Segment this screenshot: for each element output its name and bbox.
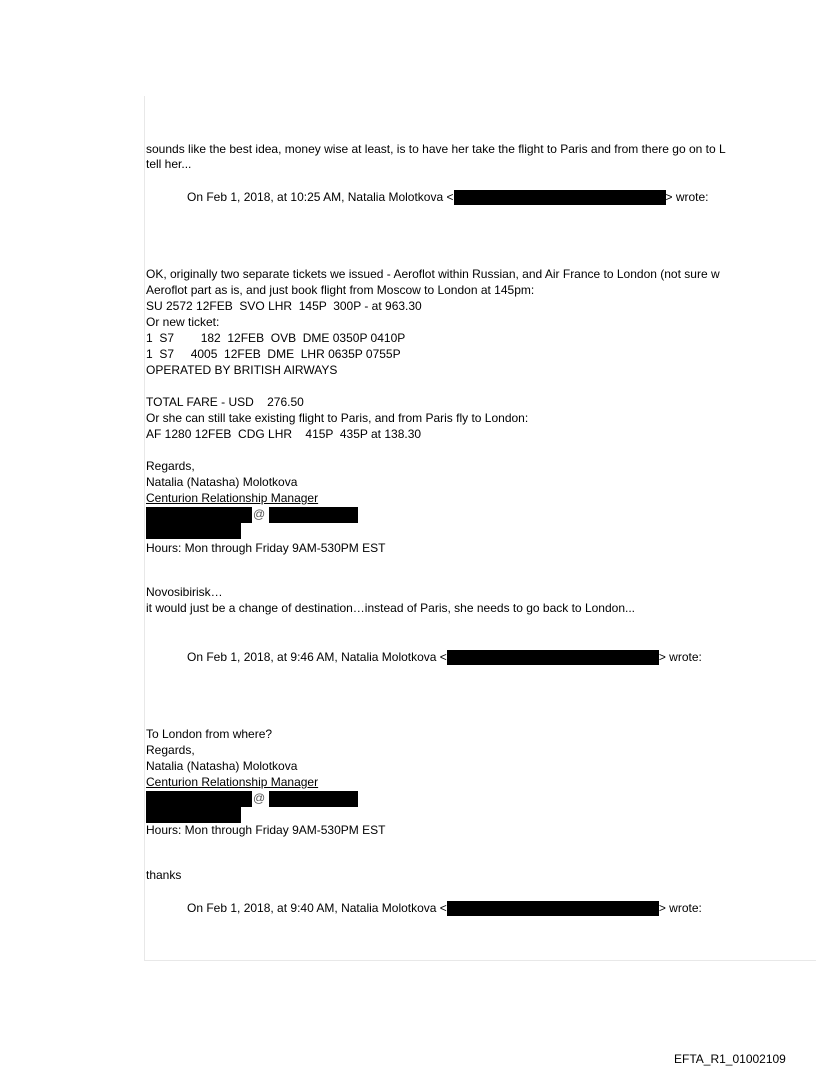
quote-header-2 bbox=[187, 650, 702, 665]
reply3-line-1: To London from where? bbox=[146, 727, 273, 741]
redacted-email bbox=[447, 650, 659, 665]
redacted-email-user bbox=[146, 507, 252, 523]
sig2-at: @ bbox=[253, 791, 266, 805]
redacted-phone bbox=[146, 523, 241, 539]
sig1-regards: Regards, bbox=[146, 459, 195, 473]
quote-header-2-prefix: On Feb 1, 2018, at 9:46 AM, Natalia Molotkova < bbox=[187, 650, 447, 664]
redacted-email-domain bbox=[269, 507, 358, 523]
sig1-title: Centurion Relationship Manager bbox=[146, 491, 319, 505]
intro-line-1: sounds like the best idea, money wise at least, is to have her take the flight to Paris and from there go on to L bbox=[146, 142, 726, 156]
total-fare: TOTAL FARE - USD 276.50 bbox=[146, 395, 304, 409]
reply2-line-2: it would just be a change of destination…instead of Paris, she needs to go back to London... bbox=[146, 601, 635, 615]
reply2-line-1: Novosibirisk… bbox=[146, 585, 223, 599]
quote-header-2-suffix: > wrote: bbox=[658, 650, 702, 664]
body1-line-4: Or new ticket: bbox=[146, 315, 220, 329]
sig2-hours: Hours: Mon through Friday 9AM-530PM EST bbox=[146, 823, 386, 837]
reply3-line-3: Natalia (Natasha) Molotkova bbox=[146, 759, 298, 773]
reply3-line-2: Regards, bbox=[146, 743, 195, 757]
thanks-line: thanks bbox=[146, 868, 182, 882]
redacted-email-user bbox=[146, 791, 252, 807]
operated-by: OPERATED BY BRITISH AIRWAYS bbox=[146, 363, 338, 377]
quote-header-3-prefix: On Feb 1, 2018, at 9:40 AM, Natalia Molotkova < bbox=[187, 901, 447, 915]
redacted-email bbox=[447, 901, 659, 916]
redacted-email-domain bbox=[269, 791, 358, 807]
redacted-phone bbox=[146, 807, 241, 823]
body2-line-2: Or she can still take existing flight to Paris, and from Paris fly to London: bbox=[146, 411, 529, 425]
intro-line-2: tell her... bbox=[146, 157, 192, 171]
body1-line-1: OK, originally two separate tickets we issued - Aeroflot within Russian, and Air France to London (not sure w bbox=[146, 267, 720, 281]
quote-header-1-prefix: On Feb 1, 2018, at 10:25 AM, Natalia Molotkova < bbox=[187, 190, 454, 204]
quote-header-1-suffix: > wrote: bbox=[665, 190, 709, 204]
body1-line-2: Aeroflot part as is, and just book flight from Moscow to London at 145pm: bbox=[146, 283, 535, 297]
flight-line-af: AF 1280 12FEB CDG LHR 415P 435P at 138.30 bbox=[146, 427, 422, 441]
flight-line-su: SU 2572 12FEB SVO LHR 145P 300P - at 963.30 bbox=[146, 299, 422, 313]
sig1-at: @ bbox=[253, 507, 266, 521]
sig1-hours: Hours: Mon through Friday 9AM-530PM EST bbox=[146, 541, 386, 555]
quote-header-3 bbox=[187, 901, 702, 916]
quote-header-3-suffix: > wrote: bbox=[658, 901, 702, 915]
redacted-email bbox=[454, 190, 666, 205]
quote-header-1 bbox=[187, 190, 709, 205]
flight-line-s7-2: 1 S7 4005 12FEB DME LHR 0635P 0755P bbox=[146, 347, 401, 361]
sig1-name: Natalia (Natasha) Molotkova bbox=[146, 475, 298, 489]
flight-line-s7-1: 1 S7 182 12FEB OVB DME 0350P 0410P bbox=[146, 331, 406, 345]
sig2-title: Centurion Relationship Manager bbox=[146, 775, 319, 789]
document-id: EFTA_R1_01002109 bbox=[674, 1052, 786, 1066]
